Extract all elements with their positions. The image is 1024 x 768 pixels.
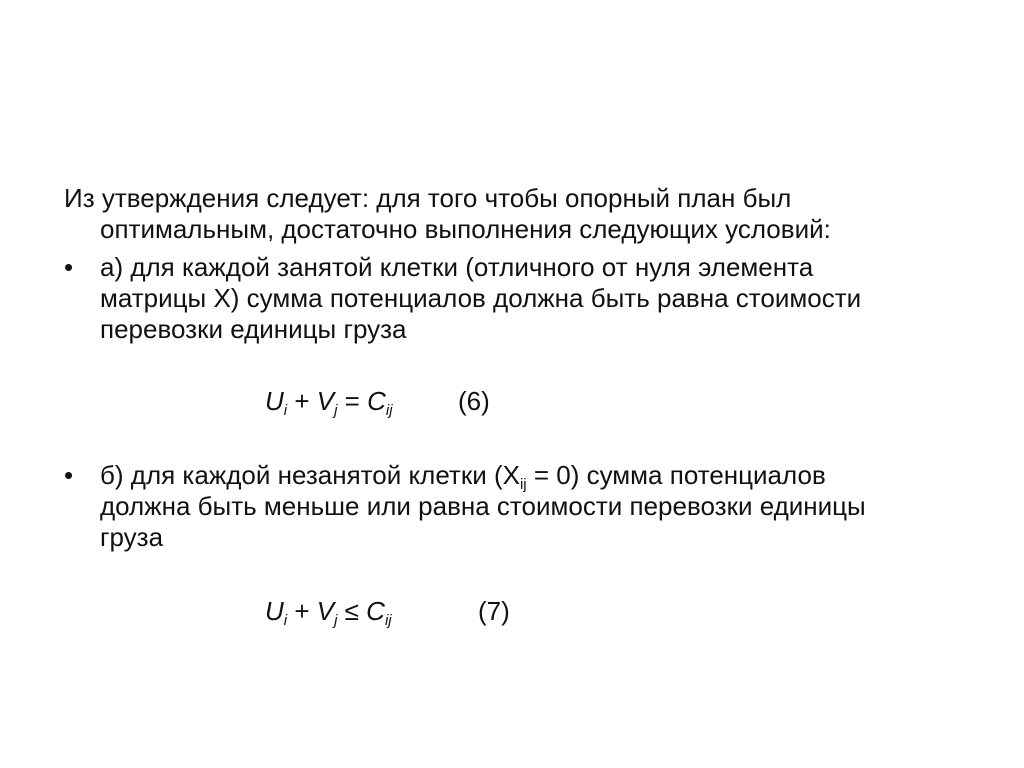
bullet-b-line-2: должна быть меньше или равна стоимости перевозки единицы (100, 491, 866, 521)
formula-6-c-sub: ij (385, 402, 393, 419)
bullet-a-line-3: перевозки единицы груза (100, 314, 407, 344)
formula-6-number: (6) (458, 386, 490, 416)
formula-7-c-sub: ij (384, 612, 392, 629)
formula-7-rel: ≤ (337, 596, 367, 626)
bullet-b-line-1-after: = 0) сумма потенциалов (526, 460, 826, 490)
formula-7 (265, 596, 392, 627)
bullet-b-line-1-sub: ij (519, 476, 527, 493)
formula-6-v-sub: j (334, 402, 338, 419)
bullet-a-line-2: матрицы Х) сумма потенциалов должна быть равна стоимости (100, 283, 862, 313)
formula-6-c: C (367, 386, 386, 416)
intro-line-2: оптимальным, достаточно выполнения следующих условий: (100, 214, 831, 244)
bullet-a-text (100, 252, 970, 345)
bullet-b-line-1 (100, 460, 970, 491)
formula-7-c: C (366, 596, 385, 626)
formula-7-number: (7) (478, 596, 510, 626)
formula-7-v: V (316, 596, 335, 626)
bullet-b-text (100, 460, 970, 553)
intro-paragraph (64, 183, 964, 245)
formula-6-v: V (316, 386, 335, 416)
formula-7-plus: + (287, 596, 317, 626)
formula-6-u-sub: i (283, 402, 288, 419)
formula-6-plus: + (287, 386, 317, 416)
bullet-a-line-1: а) для каждой занятой клетки (отличного от нуля элемента (100, 252, 814, 282)
intro-line-1: Из утверждения следует: для того чтобы опорный план был (64, 183, 792, 213)
bullet-b-line-3: груза (100, 522, 164, 552)
bullet-dot-icon: • (64, 252, 74, 282)
formula-6-u: U (265, 386, 284, 416)
formula-7-u-sub: i (283, 612, 288, 629)
formula-6 (265, 386, 393, 417)
bullet-b-line-1-before: б) для каждой незанятой клетки (Х (100, 460, 520, 490)
formula-6-rel: = (337, 386, 368, 416)
formula-7-u: U (265, 596, 284, 626)
bullet-dot-icon: • (64, 460, 74, 490)
formula-7-v-sub: j (334, 612, 338, 629)
